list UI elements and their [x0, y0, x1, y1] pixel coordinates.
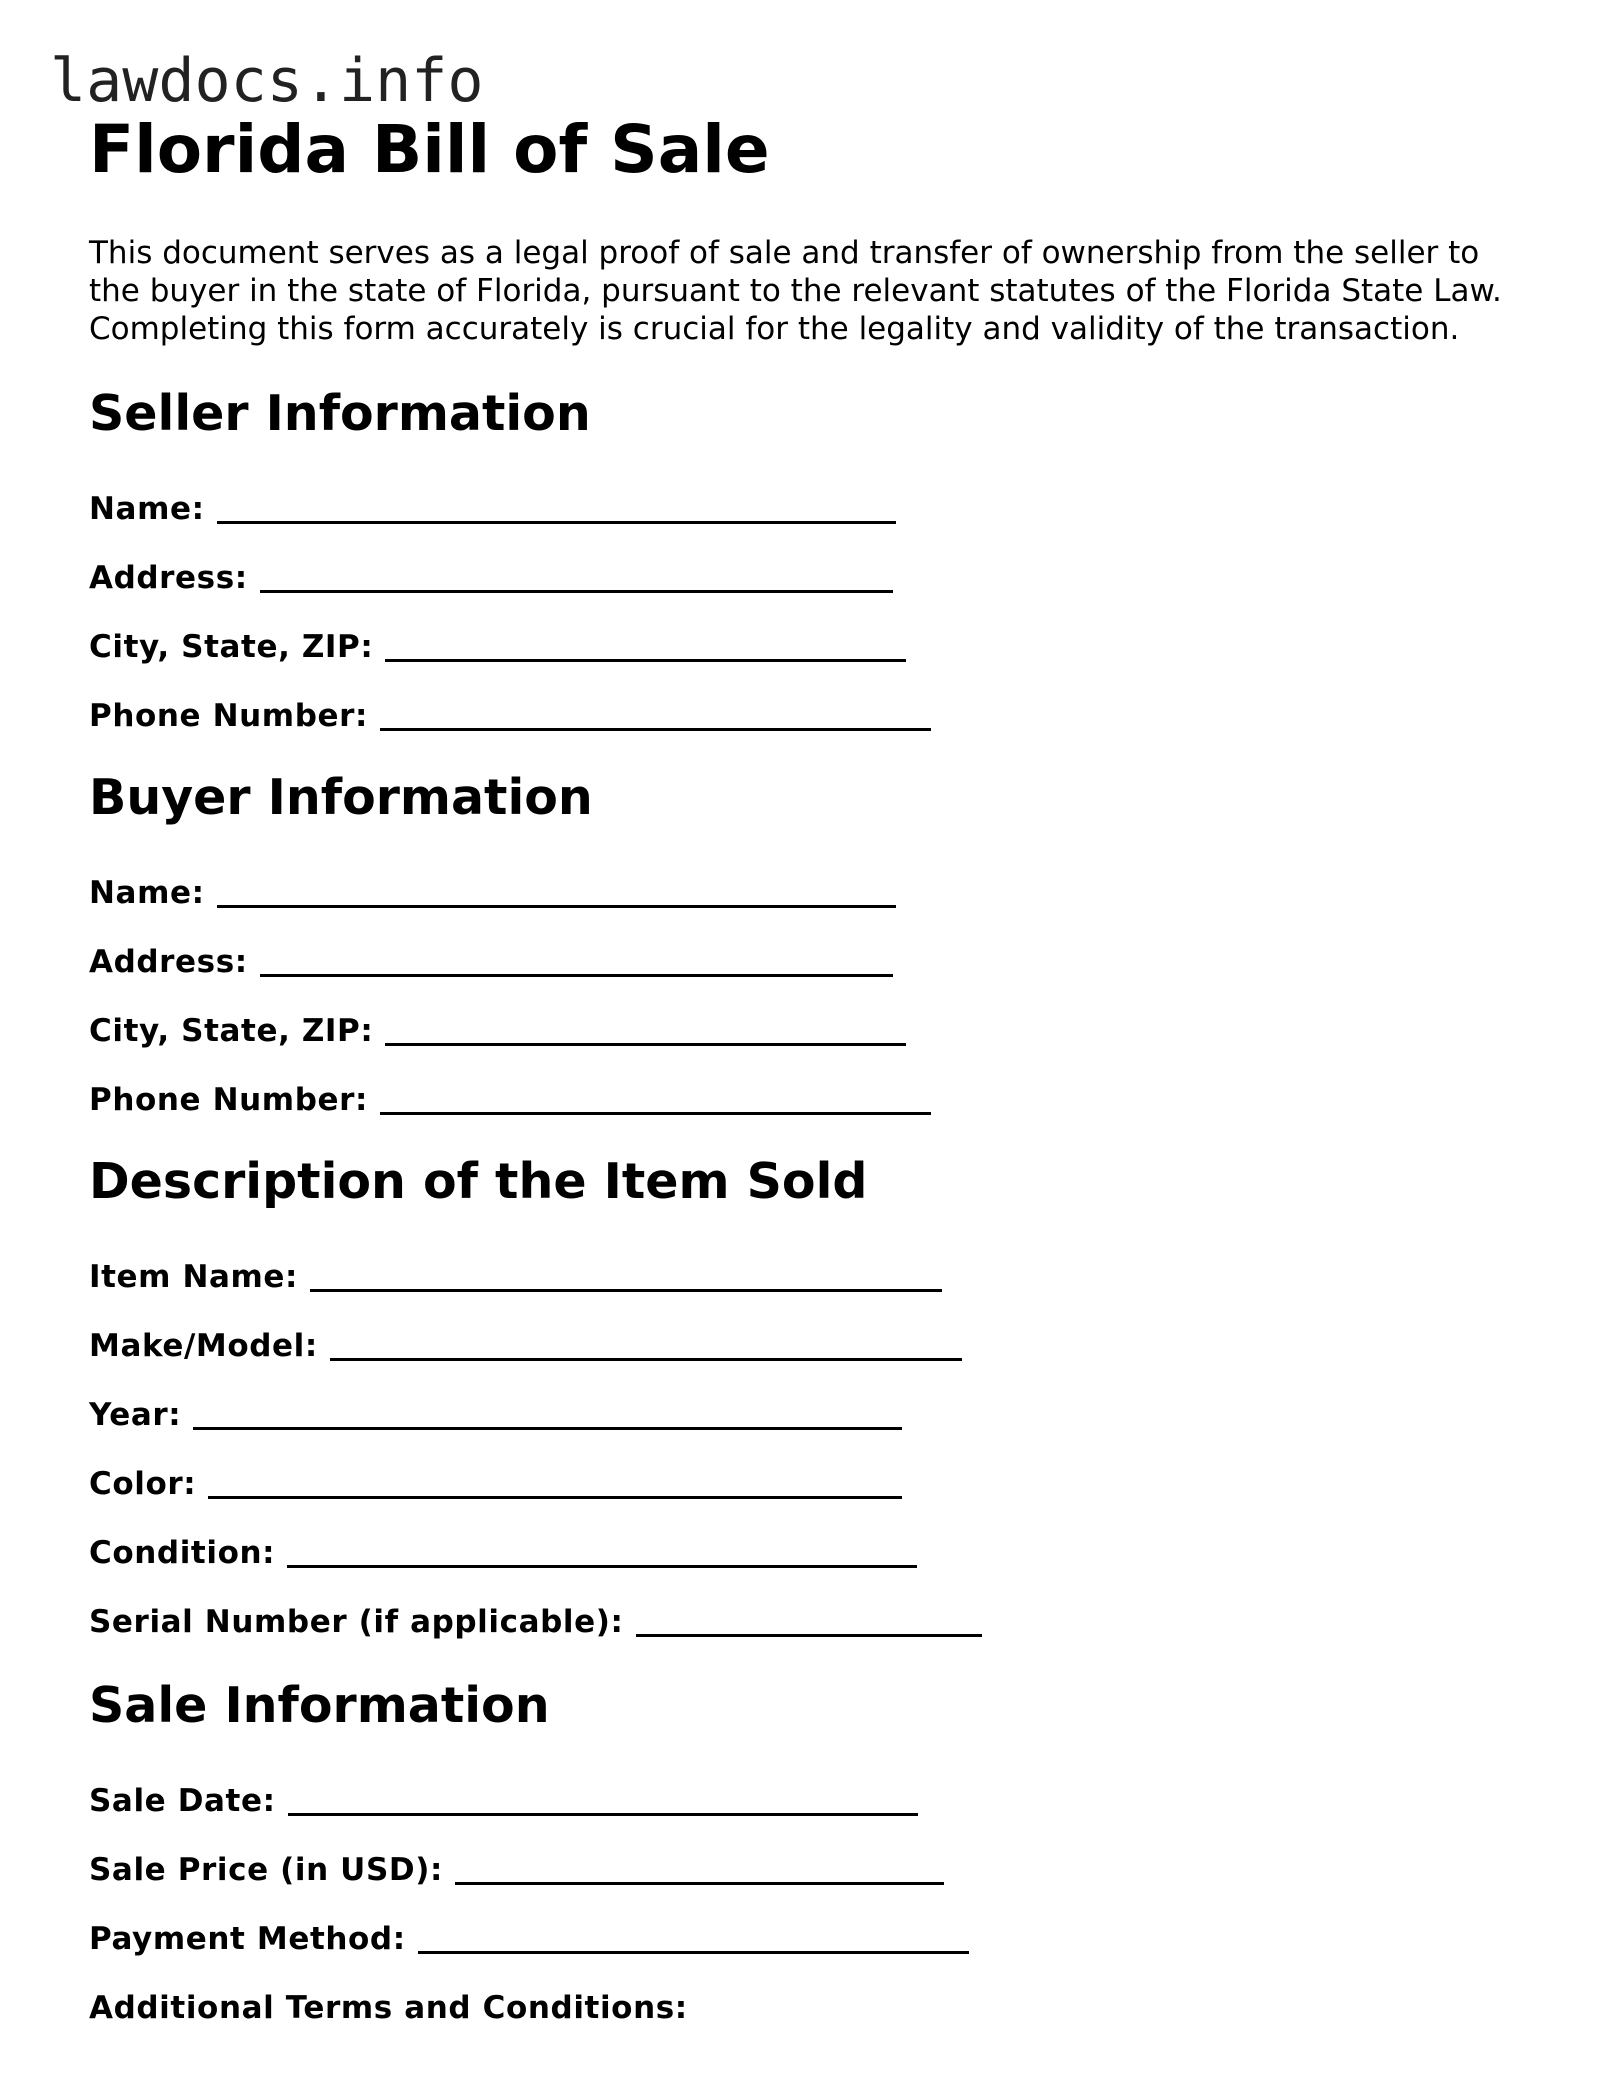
- year-field: [89, 1366, 1529, 1435]
- intro-paragraph: This document serves as a legal proof of sale and transfer of ownership from the seller to the buyer in the state of Florida, pursuant to the relevant statutes of the Florida State Law. Completing this form accurately is crucial for the legality and validity of the transaction.: [89, 235, 1502, 347]
- seller-name-blank[interactable]: [217, 521, 896, 524]
- seller-address-field: [89, 529, 1529, 598]
- sale-information-section: [89, 1674, 1529, 2028]
- sale-date-field: [89, 1752, 1529, 1821]
- sale-information-heading: Sale Information: [89, 1677, 550, 1734]
- buyer-phone-number-blank[interactable]: [380, 1112, 931, 1115]
- make-model-field: [89, 1297, 1529, 1366]
- year-blank[interactable]: [193, 1427, 902, 1430]
- seller-information-section: [89, 382, 1529, 736]
- seller-name-label: Name:: [89, 491, 205, 527]
- payment-method-field: [89, 1890, 1529, 1959]
- seller-city-state-zip-blank[interactable]: [385, 659, 906, 662]
- buyer-name-field: [89, 844, 1529, 913]
- item-name-label: Item Name:: [89, 1259, 299, 1295]
- year-label: Year:: [89, 1397, 182, 1433]
- seller-name-field: [89, 460, 1529, 529]
- seller-city-state-zip-field: [89, 598, 1529, 667]
- seller-address-blank[interactable]: [260, 590, 893, 593]
- buyer-name-blank[interactable]: [217, 905, 896, 908]
- lawdocs-watermark: lawdocs.info: [50, 46, 484, 116]
- serial-number-field: [89, 1573, 1529, 1642]
- make-model-label: Make/Model:: [89, 1328, 318, 1364]
- seller-phone-number-label: Phone Number:: [89, 698, 368, 734]
- buyer-phone-number-label: Phone Number:: [89, 1082, 368, 1118]
- additional-terms-field: [89, 1959, 1529, 2028]
- seller-information-heading: Seller Information: [89, 385, 591, 442]
- buyer-address-field: [89, 913, 1529, 982]
- seller-address-label: Address:: [89, 560, 248, 596]
- sale-price-label: Sale Price (in USD):: [89, 1852, 443, 1888]
- make-model-blank[interactable]: [330, 1358, 962, 1361]
- item-description-heading: Description of the Item Sold: [89, 1153, 868, 1210]
- serial-number-blank[interactable]: [636, 1634, 982, 1637]
- buyer-phone-number-field: [89, 1051, 1529, 1120]
- condition-label: Condition:: [89, 1535, 276, 1571]
- buyer-address-blank[interactable]: [260, 974, 893, 977]
- buyer-city-state-zip-blank[interactable]: [385, 1043, 906, 1046]
- color-label: Color:: [89, 1466, 197, 1502]
- sale-price-blank[interactable]: [455, 1882, 944, 1885]
- serial-number-label: Serial Number (if applicable):: [89, 1604, 624, 1640]
- buyer-information-heading: Buyer Information: [89, 769, 593, 826]
- buyer-address-label: Address:: [89, 944, 248, 980]
- additional-terms-label: Additional Terms and Conditions:: [89, 1990, 688, 2026]
- sale-price-field: [89, 1821, 1529, 1890]
- seller-phone-number-field: [89, 667, 1529, 736]
- buyer-name-label: Name:: [89, 875, 205, 911]
- seller-phone-number-blank[interactable]: [380, 728, 931, 731]
- item-name-blank[interactable]: [310, 1289, 942, 1292]
- color-blank[interactable]: [208, 1496, 902, 1499]
- item-description-section: [89, 1150, 1529, 1642]
- seller-city-state-zip-label: City, State, ZIP:: [89, 629, 374, 665]
- item-name-field: [89, 1228, 1529, 1297]
- buyer-city-state-zip-label: City, State, ZIP:: [89, 1013, 374, 1049]
- bill-of-sale-document: [89, 110, 1529, 2028]
- sale-date-label: Sale Date:: [89, 1783, 276, 1819]
- buyer-city-state-zip-field: [89, 982, 1529, 1051]
- payment-method-blank[interactable]: [418, 1951, 969, 1954]
- condition-field: [89, 1504, 1529, 1573]
- color-field: [89, 1435, 1529, 1504]
- sale-date-blank[interactable]: [288, 1813, 918, 1816]
- document-title: Florida Bill of Sale: [89, 111, 770, 188]
- condition-blank[interactable]: [287, 1565, 917, 1568]
- buyer-information-section: [89, 766, 1529, 1120]
- payment-method-label: Payment Method:: [89, 1921, 406, 1957]
